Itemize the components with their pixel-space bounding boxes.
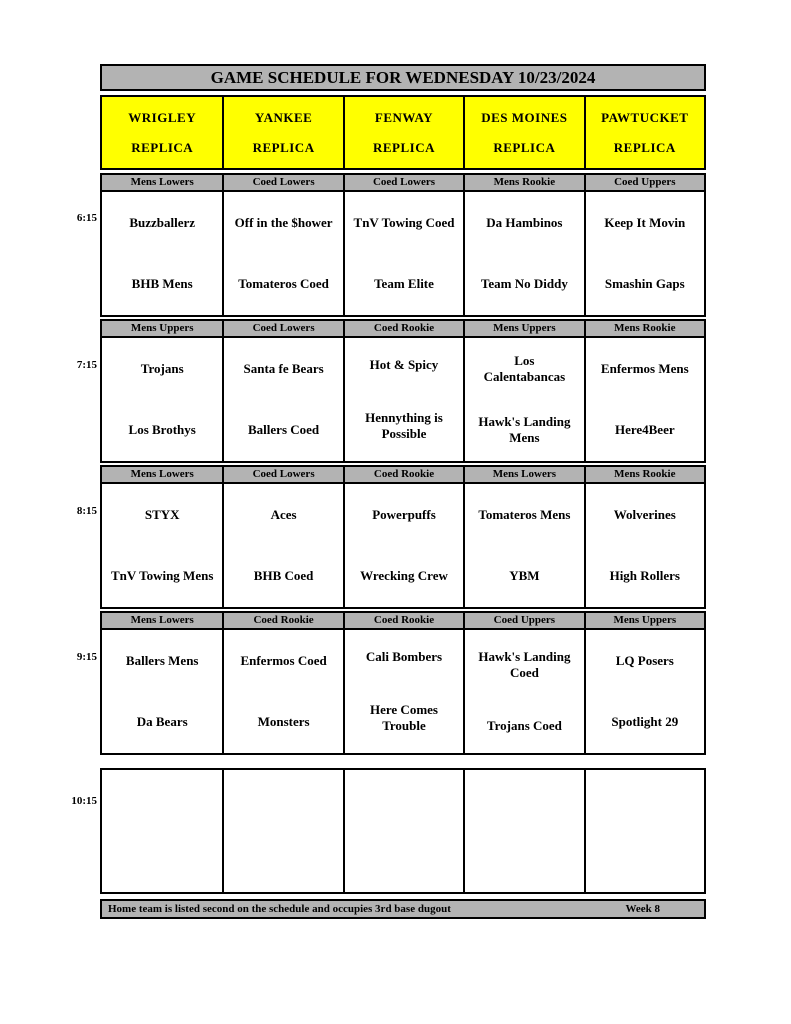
page-title: GAME SCHEDULE FOR WEDNESDAY 10/23/2024 [100, 64, 706, 91]
team-away: Powerpuffs [372, 506, 436, 522]
time-label-9-15: 9:15 [76, 651, 97, 663]
division-label: Mens Rookie [463, 175, 583, 190]
venue-header-row [100, 95, 706, 170]
division-label: Coed Lowers [222, 321, 342, 336]
game-cell [463, 338, 583, 461]
game-cell [584, 192, 704, 315]
team-away: LQ Posers [615, 652, 674, 668]
team-home: Team No Diddy [480, 276, 568, 292]
footer-bar [100, 899, 706, 919]
empty-game-cell [463, 770, 583, 892]
team-away: Cali Bombers [365, 648, 443, 664]
time-slot-6-15 [100, 173, 706, 317]
division-label: Mens Uppers [102, 321, 222, 336]
division-label: Coed Lowers [343, 175, 463, 190]
team-away: Aces [270, 506, 297, 522]
time-slot-8-15 [100, 465, 706, 609]
venue-name: WRIGLEY [128, 109, 197, 125]
empty-game-cell [343, 770, 463, 892]
division-label: Mens Lowers [102, 175, 222, 190]
division-label: Mens Rookie [584, 321, 704, 336]
division-row [102, 613, 704, 630]
team-home: Wrecking Crew [360, 568, 448, 584]
team-home: Tomateros Coed [238, 276, 329, 292]
team-away: Santa fe Bears [243, 360, 324, 376]
venue-name: DES MOINES [481, 109, 568, 125]
team-away: Enfermos Coed [240, 652, 327, 668]
game-cell [343, 338, 463, 461]
game-cell [343, 630, 463, 753]
venue-replica-label: REPLICA [613, 139, 676, 155]
team-home: Here4Beer [614, 422, 675, 438]
game-cell [463, 192, 583, 315]
venue-header-pawtucket [584, 97, 704, 168]
schedule-table [100, 64, 706, 919]
team-away: Off in the $hower [234, 214, 333, 230]
team-home: Los Brothys [128, 422, 196, 438]
division-label: Coed Rookie [222, 613, 342, 628]
game-cell [463, 484, 583, 607]
team-home: BHB Coed [253, 568, 314, 584]
empty-game-cell [102, 770, 222, 892]
game-cell [102, 192, 222, 315]
division-label: Coed Uppers [584, 175, 704, 190]
game-cell [343, 192, 463, 315]
team-home: Smashin Gaps [604, 276, 685, 292]
team-away: Trojans [140, 360, 184, 376]
venue-name: PAWTUCKET [601, 109, 689, 125]
venue-replica-label: REPLICA [372, 139, 435, 155]
division-label: Coed Lowers [222, 175, 342, 190]
venue-name: FENWAY [374, 109, 434, 125]
time-label-10-15: 10:15 [71, 795, 97, 807]
team-away: Buzzballerz [129, 214, 196, 230]
team-home: Spotlight 29 [611, 714, 679, 730]
division-row [102, 175, 704, 192]
time-label-6-15: 6:15 [76, 212, 97, 224]
team-home: Hawk's Landing Mens [478, 414, 571, 446]
game-cell [222, 338, 342, 461]
venue-replica-label: REPLICA [252, 139, 315, 155]
team-away: TnV Towing Coed [353, 214, 455, 230]
game-row [102, 484, 704, 607]
team-home: Da Bears [136, 714, 188, 730]
team-away: Da Hambinos [486, 214, 563, 230]
team-home: Trojans Coed [486, 718, 562, 734]
team-home: YBM [509, 568, 540, 584]
game-cell [584, 338, 704, 461]
team-home: Hennything is Possible [365, 409, 443, 442]
team-away: Wolverines [613, 506, 676, 522]
division-label: Mens Uppers [463, 321, 583, 336]
team-away: Keep It Movin [604, 214, 686, 230]
team-away: Tomateros Mens [478, 506, 571, 522]
venue-name: YANKEE [254, 109, 313, 125]
team-home: Ballers Coed [248, 422, 320, 438]
game-cell [584, 484, 704, 607]
division-label: Coed Rookie [343, 613, 463, 628]
time-label-8-15: 8:15 [76, 505, 97, 517]
time-label-7-15: 7:15 [76, 359, 97, 371]
team-home: Here Comes Trouble [370, 701, 438, 734]
division-label: Coed Rookie [343, 321, 463, 336]
team-home: Monsters [257, 714, 310, 730]
team-home: BHB Mens [131, 276, 193, 292]
game-row [102, 630, 704, 753]
venue-header-yankee [222, 97, 342, 168]
empty-game-cell [222, 770, 342, 892]
team-away: Hawk's Landing Coed [478, 648, 571, 680]
team-away: Ballers Mens [125, 652, 199, 668]
division-label: Mens Rookie [584, 467, 704, 482]
game-row [102, 192, 704, 315]
division-label: Mens Uppers [584, 613, 704, 628]
division-label: Mens Lowers [102, 467, 222, 482]
home-team-note: Home team is listed second on the schedule and occupies 3rd base dugout [108, 903, 451, 915]
team-away: Los Calentabancas [483, 352, 566, 384]
team-away: Hot & Spicy [369, 356, 439, 372]
game-cell [222, 192, 342, 315]
venue-header-wrigley [102, 97, 222, 168]
game-cell [343, 484, 463, 607]
game-cell [584, 630, 704, 753]
game-cell [222, 630, 342, 753]
venue-header-des-moines [463, 97, 583, 168]
game-cell [102, 630, 222, 753]
game-cell [102, 484, 222, 607]
time-slot-7-15 [100, 319, 706, 463]
team-away: STYX [144, 506, 180, 522]
game-cell [222, 484, 342, 607]
division-label: Mens Lowers [463, 467, 583, 482]
team-home: High Rollers [609, 568, 680, 584]
empty-game-cell [584, 770, 704, 892]
team-home: TnV Towing Mens [111, 568, 214, 584]
division-row [102, 321, 704, 338]
division-label: Coed Uppers [463, 613, 583, 628]
time-slot-10-15-empty [100, 768, 706, 894]
division-label: Coed Rookie [343, 467, 463, 482]
team-away: Enfermos Mens [600, 360, 689, 376]
venue-header-fenway [343, 97, 463, 168]
venue-replica-label: REPLICA [493, 139, 556, 155]
game-row [102, 338, 704, 461]
game-cell [102, 338, 222, 461]
venue-replica-label: REPLICA [131, 139, 194, 155]
division-label: Coed Lowers [222, 467, 342, 482]
division-row [102, 467, 704, 484]
time-slot-9-15 [100, 611, 706, 755]
team-home: Team Elite [374, 276, 434, 292]
division-label: Mens Lowers [102, 613, 222, 628]
week-label: Week 8 [625, 903, 660, 915]
game-cell [463, 630, 583, 753]
